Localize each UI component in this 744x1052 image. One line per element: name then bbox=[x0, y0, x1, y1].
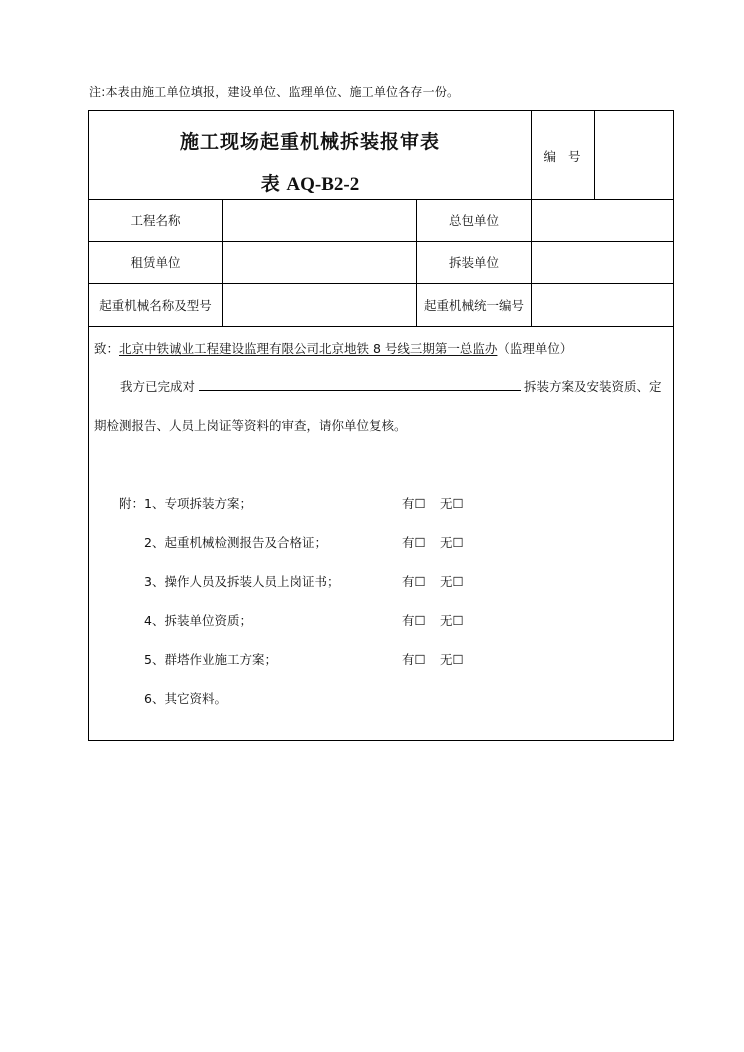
leasing-unit-field[interactable] bbox=[223, 241, 416, 283]
attachment-4: 4、拆装单位资质； bbox=[144, 613, 252, 628]
general-contractor-label: 总包单位 bbox=[448, 213, 499, 228]
number-value-cell[interactable] bbox=[595, 111, 673, 199]
attachment-5-has-checkbox[interactable]: 有☐ bbox=[402, 652, 426, 667]
divider bbox=[594, 111, 595, 199]
installation-unit-label: 拆装单位 bbox=[448, 255, 499, 270]
leasing-unit-label: 租赁单位 bbox=[130, 255, 181, 270]
statement-prefix: 我方已完成对 bbox=[120, 379, 196, 394]
attachment-5: 5、群塔作业施工方案； bbox=[144, 652, 277, 667]
attachment-4-none-checkbox[interactable]: 无☐ bbox=[440, 613, 464, 628]
project-name-field[interactable] bbox=[223, 199, 416, 241]
attachment-3: 3、操作人员及拆装人员上岗证书； bbox=[144, 574, 340, 589]
divider bbox=[89, 326, 673, 327]
addressee-unit: 北京中铁诚业工程建设监理有限公司北京地铁 8 号线三期第一总监办 bbox=[119, 341, 498, 356]
project-name-label: 工程名称 bbox=[130, 213, 181, 228]
addressee-suffix: （监理单位） bbox=[497, 341, 573, 356]
form-code-value: AQ-B2-2 bbox=[286, 174, 360, 195]
attachment-4-has-checkbox[interactable]: 有☐ bbox=[402, 613, 426, 628]
attachment-5-none-checkbox[interactable]: 无☐ bbox=[440, 652, 464, 667]
crane-name-model-field[interactable] bbox=[223, 283, 416, 326]
attachment-6: 6、其它资料。 bbox=[144, 691, 227, 706]
form-code-prefix: 表 bbox=[260, 174, 280, 195]
statement-line-2: 期检测报告、人员上岗证等资料的审查，请你单位复核。 bbox=[94, 418, 407, 433]
general-contractor-field[interactable] bbox=[532, 199, 673, 241]
approval-form bbox=[88, 110, 674, 741]
addressee-prefix: 致： bbox=[94, 341, 120, 356]
attachment-label: 1、专项拆装方案； bbox=[144, 496, 252, 511]
attachment-2: 2、起重机械检测报告及合格证； bbox=[144, 535, 327, 550]
statement-line-1 bbox=[120, 377, 662, 395]
attachment-1-none-checkbox[interactable]: 无☐ bbox=[440, 496, 464, 511]
attachment-1-has-checkbox[interactable]: 有☐ bbox=[402, 496, 426, 511]
statement-suffix: 拆装方案及安装资质、定 bbox=[524, 379, 662, 394]
attachment-3-none-checkbox[interactable]: 无☐ bbox=[440, 574, 464, 589]
installation-unit-field[interactable] bbox=[532, 241, 673, 283]
crane-unified-number-label: 起重机械统一编号 bbox=[423, 297, 524, 313]
statement-blank-field[interactable] bbox=[199, 378, 521, 391]
addressee-line bbox=[94, 339, 572, 357]
attachment-2-none-checkbox[interactable]: 无☐ bbox=[440, 535, 464, 550]
crane-name-model-label: 起重机械名称及型号 bbox=[99, 297, 212, 313]
form-note: 注:本表由施工单位填报，建设单位、监理单位、施工单位各存一份。 bbox=[89, 85, 460, 99]
attachment-2-has-checkbox[interactable]: 有☐ bbox=[402, 535, 426, 550]
attachments-prefix: 附： bbox=[119, 496, 145, 511]
form-title: 施工现场起重机械拆装报审表 bbox=[179, 131, 440, 153]
form-code bbox=[89, 169, 531, 196]
attachment-1 bbox=[119, 494, 252, 512]
attachment-3-has-checkbox[interactable]: 有☐ bbox=[402, 574, 426, 589]
number-label: 编 号 bbox=[543, 149, 585, 164]
crane-unified-number-field[interactable] bbox=[532, 283, 673, 326]
